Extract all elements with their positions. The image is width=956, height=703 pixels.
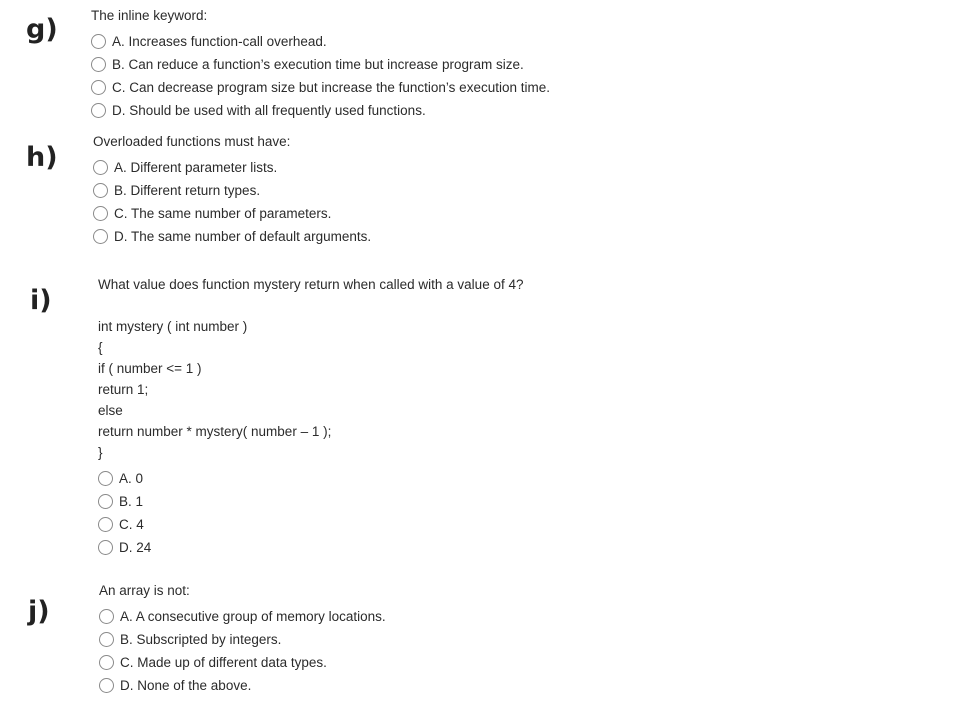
option-label: D. None of the above.: [120, 678, 252, 693]
option-list: [93, 156, 371, 248]
radio-button[interactable]: [91, 103, 106, 118]
option-label: C. Made up of different data types.: [120, 655, 327, 670]
code-line: else: [98, 403, 123, 418]
option-label: A. A consecutive group of memory locations.: [120, 609, 386, 624]
radio-button[interactable]: [98, 517, 113, 532]
radio-button[interactable]: [93, 229, 108, 244]
code-line: if ( number <= 1 ): [98, 361, 202, 376]
radio-button[interactable]: [99, 655, 114, 670]
option-c[interactable]: [91, 76, 550, 99]
code-line: }: [98, 445, 103, 460]
option-c[interactable]: [93, 202, 371, 225]
option-b[interactable]: [99, 628, 386, 651]
radio-button[interactable]: [91, 34, 106, 49]
option-a[interactable]: [91, 30, 550, 53]
option-label: B. Can reduce a function’s execution time but increase program size.: [112, 57, 524, 72]
code-line: int mystery ( int number ): [98, 319, 248, 334]
question-prompt: What value does function mystery return when called with a value of 4?: [98, 277, 524, 292]
option-label: C. 4: [119, 517, 144, 532]
radio-button[interactable]: [98, 494, 113, 509]
option-a[interactable]: [99, 605, 386, 628]
question-j: [99, 583, 386, 697]
option-d[interactable]: [99, 674, 386, 697]
option-label: B. Different return types.: [114, 183, 261, 198]
option-d[interactable]: [93, 225, 371, 248]
option-d[interactable]: [91, 99, 550, 122]
code-line: return 1;: [98, 382, 149, 397]
question-label-j: j): [28, 596, 50, 627]
question-h: [93, 134, 371, 248]
question-prompt: An array is not:: [99, 583, 190, 598]
option-c[interactable]: [99, 651, 386, 674]
question-i: [98, 277, 523, 559]
option-label: B. Subscripted by integers.: [120, 632, 282, 647]
option-list: [91, 30, 550, 122]
option-label: B. 1: [119, 494, 144, 509]
option-b[interactable]: [91, 53, 550, 76]
question-prompt: The inline keyword:: [91, 8, 208, 23]
question-label-g: g): [26, 14, 58, 45]
option-b[interactable]: [93, 179, 371, 202]
question-prompt: Overloaded functions must have:: [93, 134, 291, 149]
option-list: [98, 467, 523, 559]
option-d[interactable]: [98, 536, 523, 559]
option-list: [99, 605, 386, 697]
radio-button[interactable]: [98, 471, 113, 486]
option-c[interactable]: [98, 513, 523, 536]
option-label: D. The same number of default arguments.: [114, 229, 372, 244]
question-label-i: i): [30, 285, 52, 316]
option-label: A. 0: [119, 471, 144, 486]
option-label: C. The same number of parameters.: [114, 206, 332, 221]
option-a[interactable]: [93, 156, 371, 179]
option-label: D. Should be used with all frequently used functions.: [112, 103, 426, 118]
radio-button[interactable]: [99, 678, 114, 693]
radio-button[interactable]: [93, 183, 108, 198]
option-label: A. Increases function-call overhead.: [112, 34, 327, 49]
code-line: return number * mystery( number – 1 );: [98, 424, 332, 439]
option-b[interactable]: [98, 490, 523, 513]
question-g: [91, 8, 550, 122]
radio-button[interactable]: [91, 57, 106, 72]
radio-button[interactable]: [99, 609, 114, 624]
option-a[interactable]: [98, 467, 523, 490]
option-label: C. Can decrease program size but increase the function’s execution time.: [112, 80, 550, 95]
code-block: [98, 319, 523, 466]
radio-button[interactable]: [98, 540, 113, 555]
radio-button[interactable]: [91, 80, 106, 95]
option-label: D. 24: [119, 540, 152, 555]
code-line: {: [98, 340, 103, 355]
radio-button[interactable]: [93, 160, 108, 175]
radio-button[interactable]: [93, 206, 108, 221]
radio-button[interactable]: [99, 632, 114, 647]
question-label-h: h): [26, 142, 58, 173]
option-label: A. Different parameter lists.: [114, 160, 278, 175]
